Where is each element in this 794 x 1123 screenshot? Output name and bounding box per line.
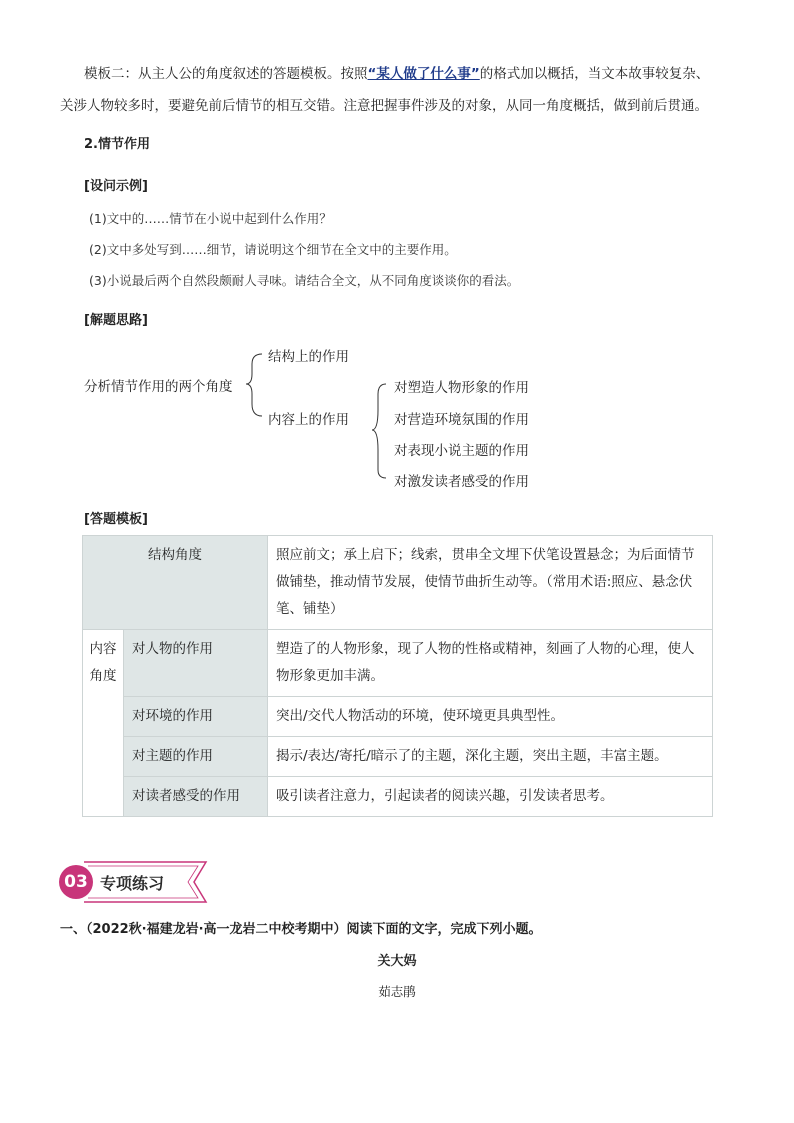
tree-item-3: 对表现小说主题的作用 [394, 443, 529, 459]
answer-template-table [82, 535, 713, 817]
exercise-instruction: 一、（2022秋·福建龙岩·高一龙岩二中校考期中）阅读下面的文字，完成下列小题。 [60, 922, 542, 937]
question-3: (3)小说最后两个自然段颇耐人寻味。请结合全文，从不同角度谈谈你的看法。 [89, 273, 520, 288]
tree-item-2: 对营造环境氛围的作用 [394, 412, 529, 428]
tree-item-4: 对激发读者感受的作用 [394, 474, 529, 490]
intro-highlight: “某人做了什么事” [367, 66, 480, 82]
section-title: 2.情节作用 [84, 137, 150, 152]
structure-label-cell: 结构角度 [83, 536, 268, 630]
row-text-cell: 揭示/表达/寄托/暗示了的主题，深化主题，突出主题，丰富主题。 [268, 737, 713, 777]
template-heading: [答题模板] [84, 512, 148, 527]
intro-text-a: 模板二：从主人公的角度叙述的答题模板。按照 [84, 66, 368, 82]
table-row [83, 777, 713, 817]
row-label-cell: 对主题的作用 [123, 737, 267, 777]
tree-structure: 结构上的作用 [268, 349, 349, 365]
row-text-cell: 塑造了的人物形象，现了人物的性格或精神，刻画了人物的心理，使人物形象更加丰满。 [268, 630, 713, 697]
section-number-badge: 03 [59, 865, 93, 899]
question-1: (1)文中的……情节在小说中起到什么作用？ [89, 211, 332, 226]
strategy-heading: [解题思路] [84, 313, 148, 328]
row-text-cell: 吸引读者注意力，引起读者的阅读兴趣，引发读者思考。 [268, 777, 713, 817]
example-heading: [设问示例] [84, 179, 148, 194]
table-row [83, 630, 713, 697]
question-2: (2)文中多处写到……细节，请说明这个细节在全文中的主要作用。 [89, 242, 457, 257]
row-label-cell: 对读者感受的作用 [123, 777, 267, 817]
row-label-cell: 对环境的作用 [123, 697, 267, 737]
table-row [83, 737, 713, 777]
tree-root: 分析情节作用的两个角度 [84, 379, 233, 395]
tree-content: 内容上的作用 [268, 412, 349, 428]
content-label-cell: 内容角度 [83, 630, 124, 817]
intro-text-b: 的格式加以概括，当文本故事较复杂、 [479, 66, 710, 82]
structure-text-cell: 照应前文；承上启下；线索，贯串全文埋下伏笔设置悬念；为后面情节做铺垫，推动情节发展，使情节曲折生动等。（常用术语:照应、悬念伏笔、铺垫） [268, 536, 713, 630]
story-author: 茹志鹃 [378, 984, 416, 999]
tree-item-1: 对塑造人物形象的作用 [394, 380, 529, 396]
row-label-cell: 对人物的作用 [123, 630, 267, 697]
table-row [83, 536, 713, 630]
story-title: 关大妈 [377, 954, 417, 969]
section-badge-label: 专项练习 [100, 874, 165, 893]
table-row [83, 697, 713, 737]
intro-line-2: 关涉人物较多时，要避免前后情节的相互交错。注意把握事件涉及的对象，从同一角度概括，做到前后贯通。 [60, 98, 708, 114]
row-text-cell: 突出/交代人物活动的环境，使环境更具典型性。 [268, 697, 713, 737]
